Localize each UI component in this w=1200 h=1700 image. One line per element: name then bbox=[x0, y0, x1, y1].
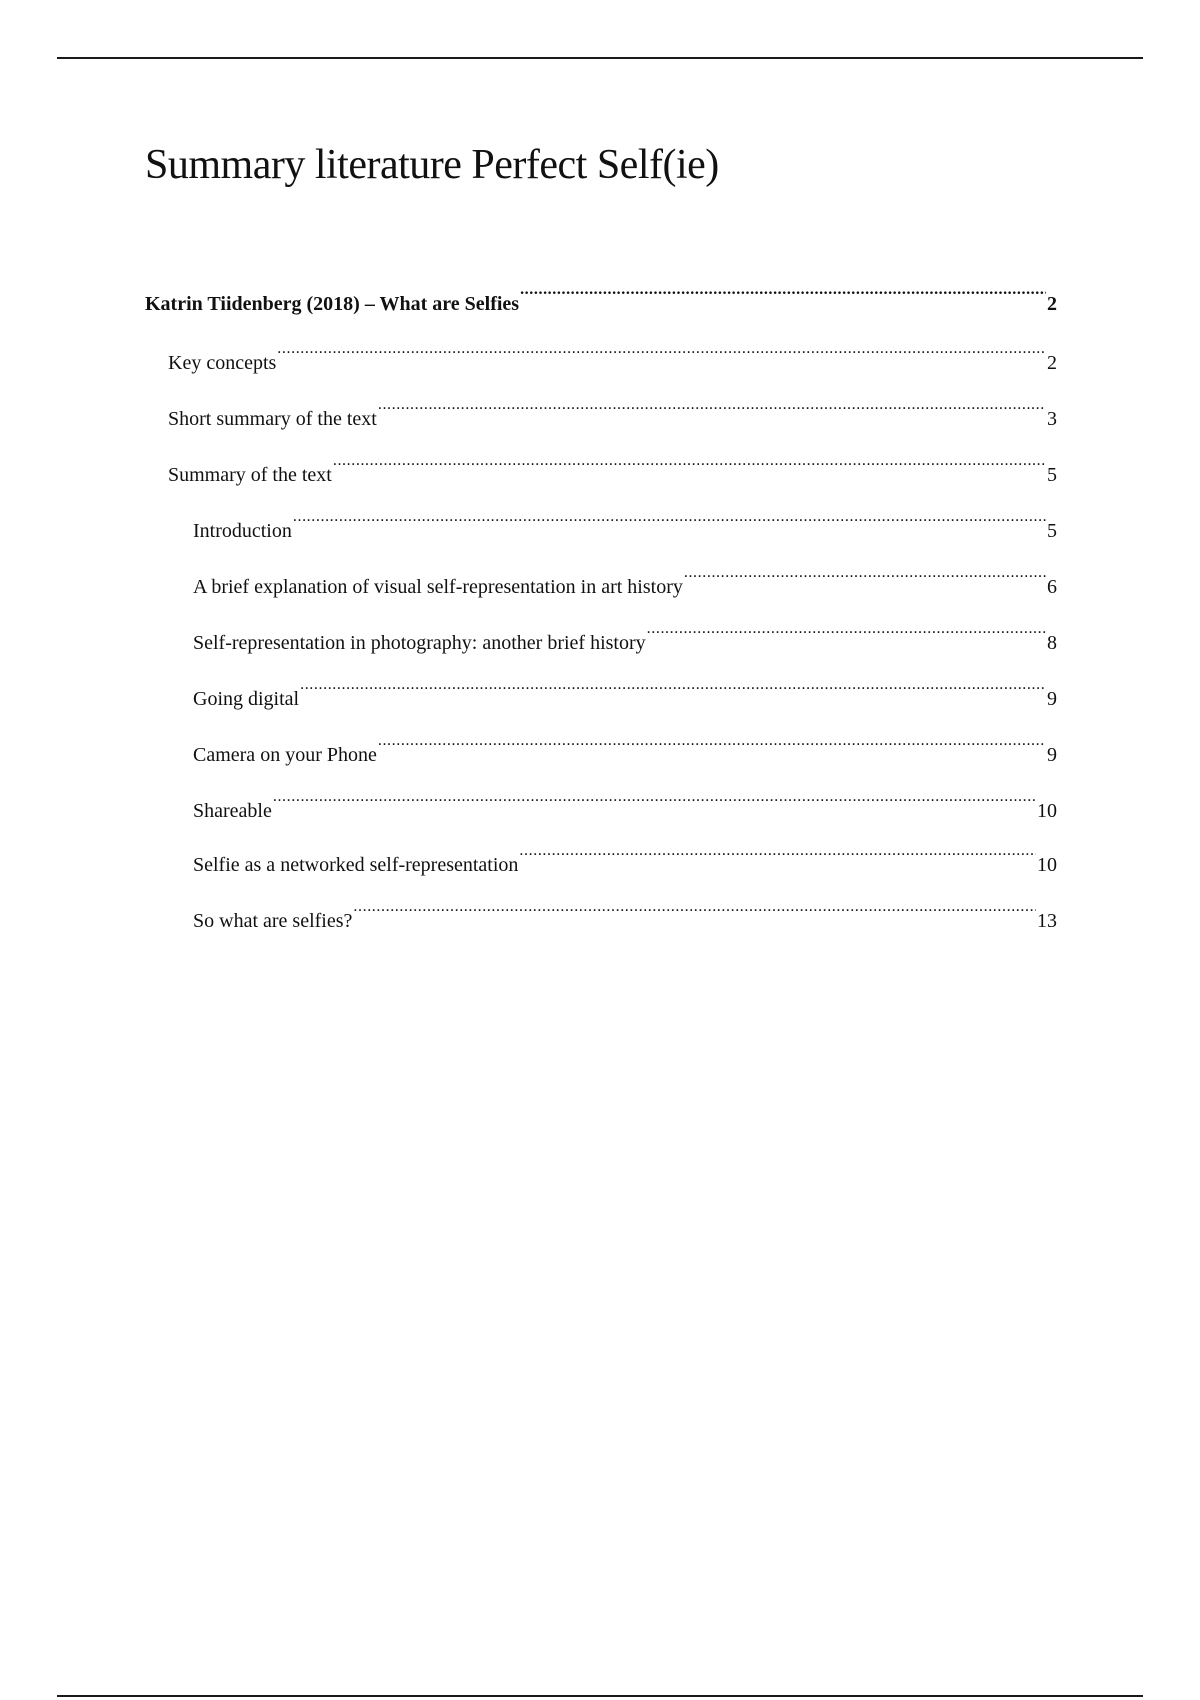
toc-entry-art-history[interactable] bbox=[145, 565, 1057, 601]
toc-dot-leader bbox=[520, 282, 1046, 310]
toc-page-number: 5 bbox=[1047, 520, 1057, 542]
footer-rule bbox=[57, 1695, 1143, 1697]
toc-entry-text: Going digital bbox=[193, 688, 300, 710]
toc-entry-text: So what are selfies? bbox=[193, 910, 353, 932]
toc-dot-leader bbox=[277, 341, 1046, 369]
toc-entry-key-concepts[interactable] bbox=[145, 341, 1057, 377]
toc-page-number: 9 bbox=[1047, 744, 1057, 766]
toc-entry-text: Selfie as a networked self-representation bbox=[193, 854, 519, 876]
toc-page-number: 2 bbox=[1047, 293, 1057, 315]
toc-page-number: 5 bbox=[1047, 464, 1057, 486]
toc-page-number: 8 bbox=[1047, 632, 1057, 654]
toc-entry-text: Short summary of the text bbox=[168, 408, 377, 430]
toc-entry-text: Camera on your Phone bbox=[193, 744, 377, 766]
toc-entry-text: Shareable bbox=[193, 800, 272, 822]
toc-entry-camera-on-phone[interactable] bbox=[145, 733, 1057, 769]
toc-entry-going-digital[interactable] bbox=[145, 677, 1057, 713]
toc-dot-leader bbox=[519, 843, 1036, 871]
toc-dot-leader bbox=[353, 899, 1036, 927]
toc-dot-leader bbox=[293, 509, 1046, 537]
toc-page-number: 10 bbox=[1037, 854, 1057, 876]
toc-entry-photography-history[interactable] bbox=[145, 621, 1057, 657]
toc-dot-leader bbox=[300, 677, 1046, 705]
toc-dot-leader bbox=[273, 789, 1036, 817]
toc-entry-summary-of-text[interactable] bbox=[145, 453, 1057, 489]
toc-page-number: 6 bbox=[1047, 576, 1057, 598]
toc-entry-text: A brief explanation of visual self-representation in art history bbox=[193, 576, 683, 598]
toc-page-number: 10 bbox=[1037, 800, 1057, 822]
toc-entry-introduction[interactable] bbox=[145, 509, 1057, 545]
toc-entry-text: Summary of the text bbox=[168, 464, 332, 486]
table-of-contents bbox=[145, 282, 1057, 955]
toc-entry-networked-self-representation[interactable] bbox=[145, 843, 1057, 879]
toc-entry-text: Self-representation in photography: another brief history bbox=[193, 632, 646, 654]
toc-page-number: 13 bbox=[1037, 910, 1057, 932]
toc-dot-leader bbox=[684, 565, 1046, 593]
toc-entry-tiidenberg-what-are-selfies[interactable] bbox=[145, 282, 1057, 318]
document-title: Summary literature Perfect Self(ie) bbox=[145, 142, 719, 188]
toc-entry-text: Katrin Tiidenberg (2018) – What are Selfies bbox=[145, 293, 520, 315]
toc-entry-shareable[interactable] bbox=[145, 789, 1057, 825]
toc-page-number: 3 bbox=[1047, 408, 1057, 430]
toc-dot-leader bbox=[378, 733, 1046, 761]
toc-dot-leader bbox=[378, 397, 1046, 425]
toc-page-number: 9 bbox=[1047, 688, 1057, 710]
toc-dot-leader bbox=[333, 453, 1046, 481]
toc-dot-leader bbox=[647, 621, 1046, 649]
toc-page-number: 2 bbox=[1047, 352, 1057, 374]
header-rule bbox=[57, 57, 1143, 59]
toc-entry-text: Introduction bbox=[193, 520, 292, 542]
toc-entry-short-summary[interactable] bbox=[145, 397, 1057, 433]
toc-entry-text: Key concepts bbox=[168, 352, 277, 374]
toc-entry-so-what-are-selfies[interactable] bbox=[145, 899, 1057, 935]
